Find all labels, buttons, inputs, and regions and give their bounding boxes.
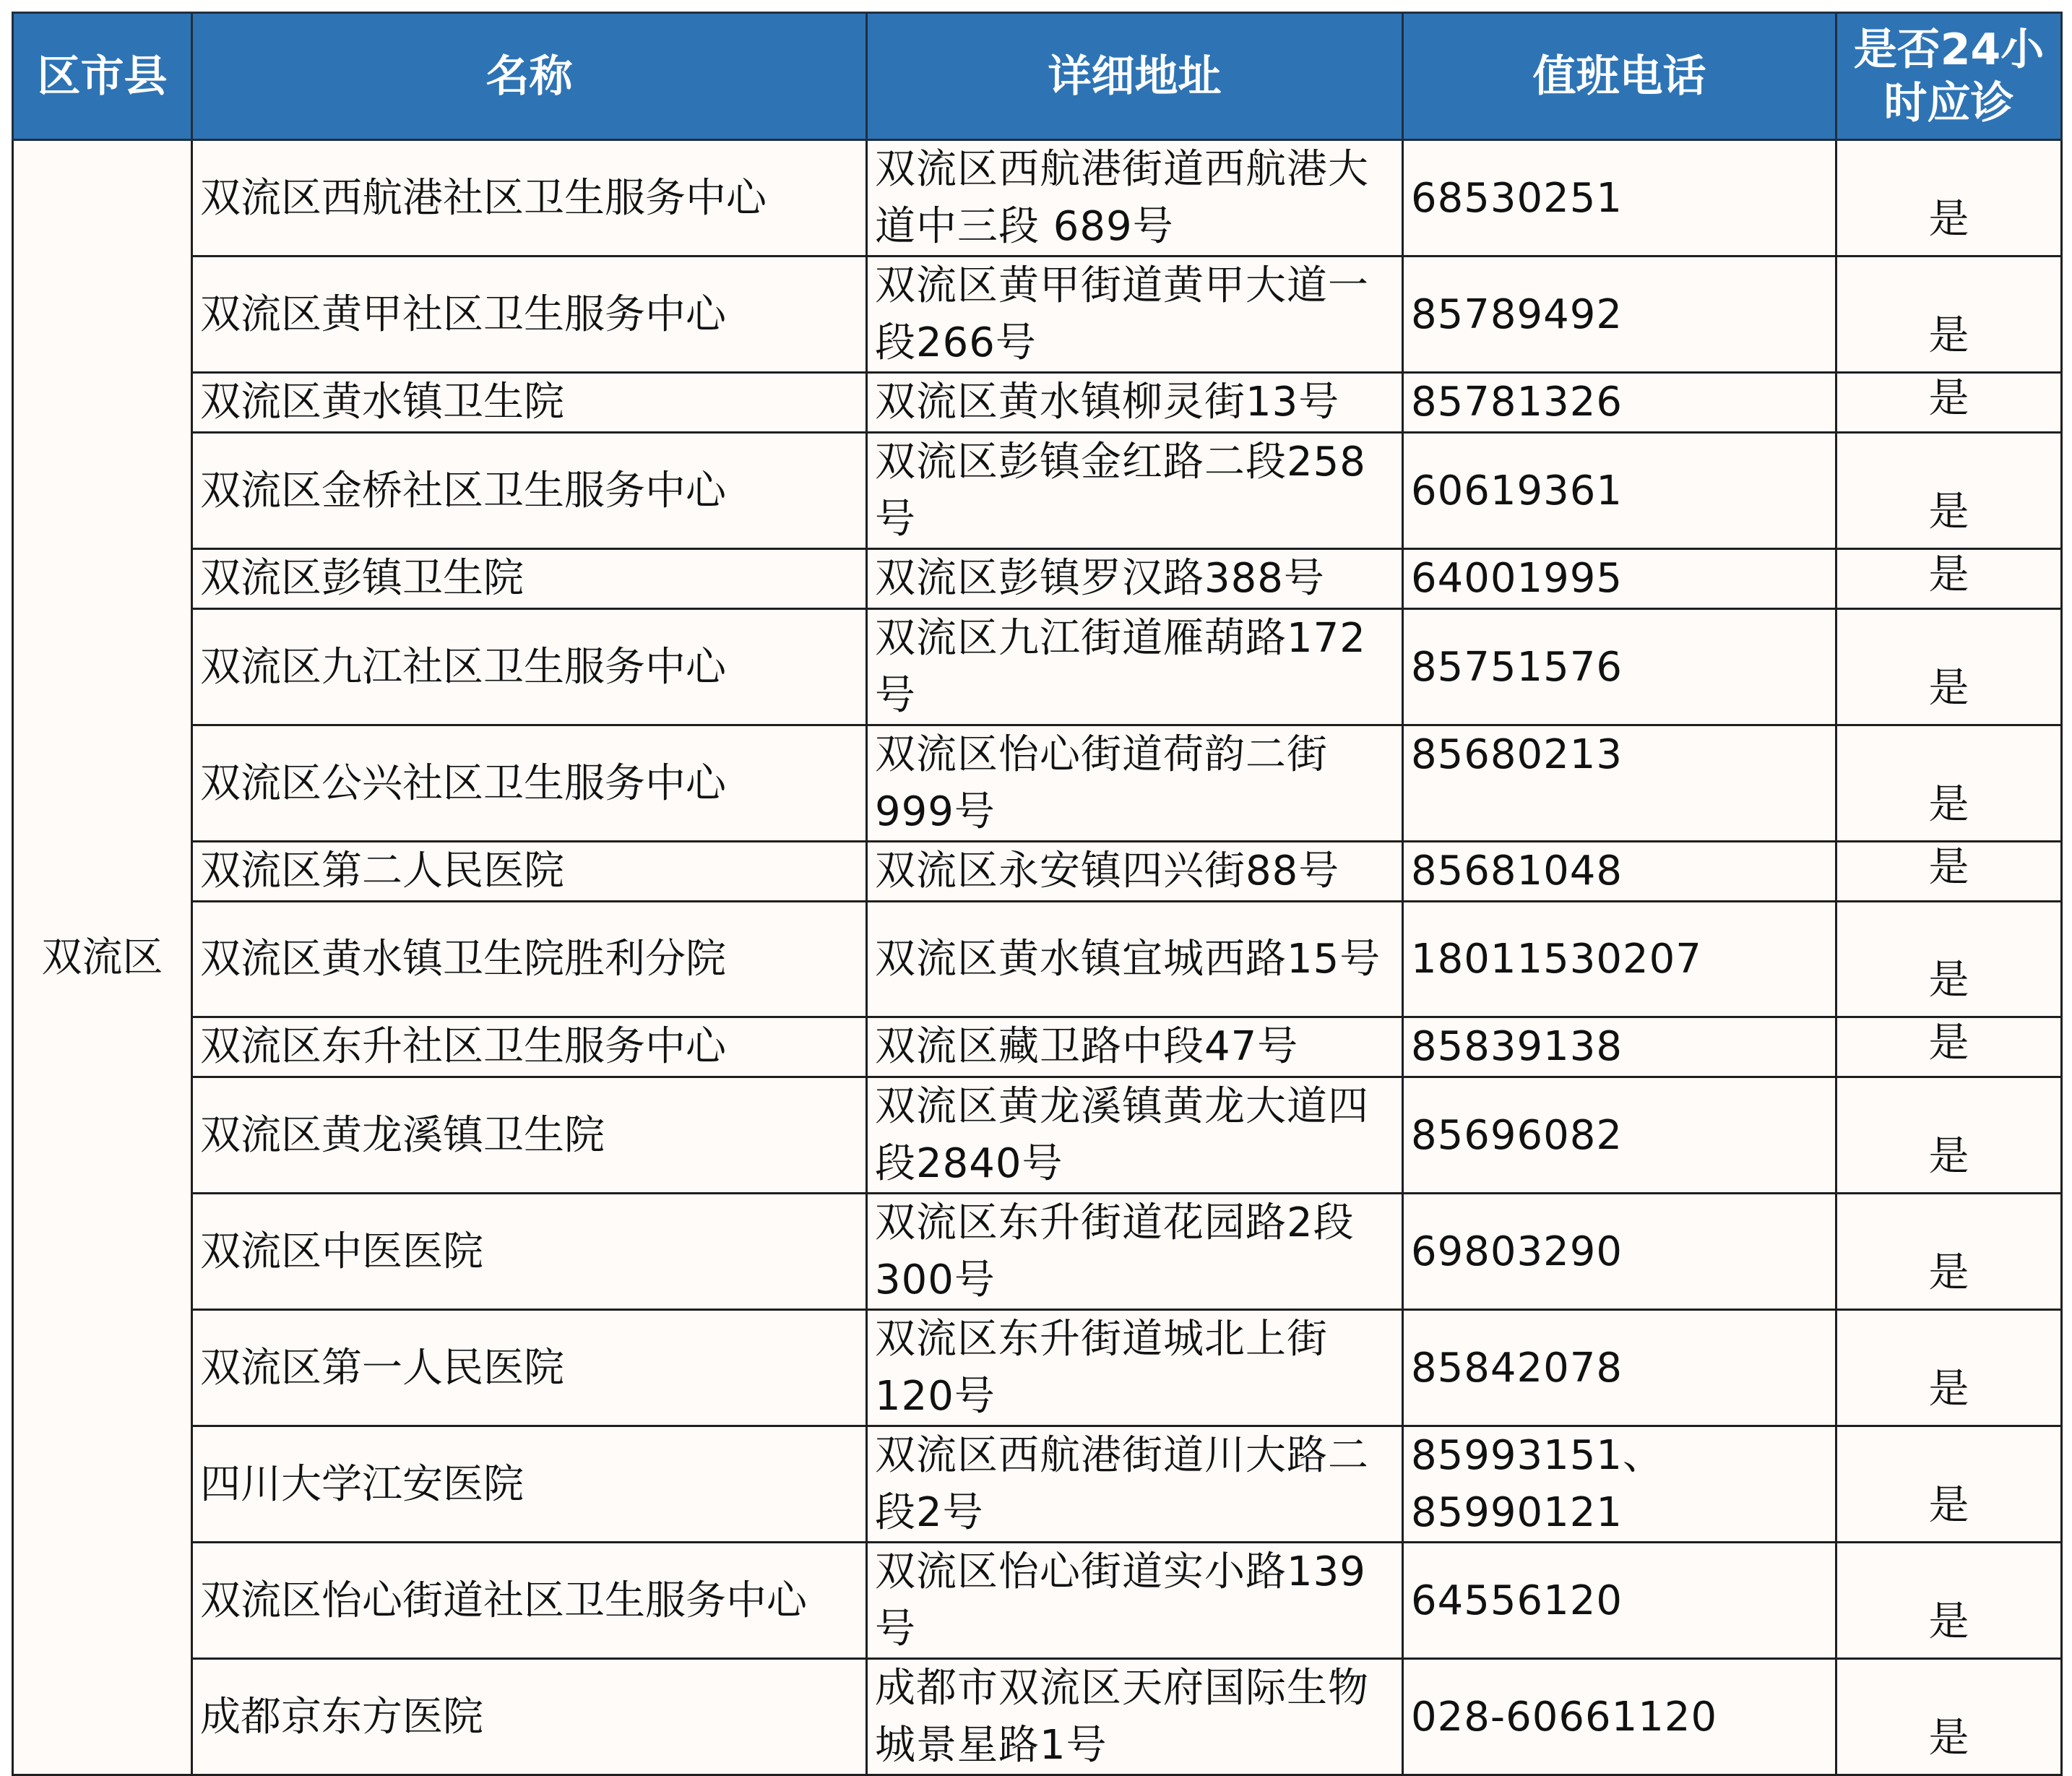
phone-cell: 85781326 [1403, 373, 1836, 433]
address-cell: 双流区东升街道城北上街120号 [867, 1310, 1403, 1426]
address-cell: 双流区怡心街道荷韵二街999号 [867, 725, 1403, 842]
address-cell: 双流区东升街道花园路2段300号 [867, 1194, 1403, 1310]
phone-cell: 85751576 [1403, 609, 1836, 725]
table-row [13, 902, 2062, 1017]
facility-name-cell: 双流区中医医院 [192, 1194, 867, 1310]
h24-cell: 是 [1836, 1077, 2062, 1194]
facility-name-cell: 双流区彭镇卫生院 [192, 549, 867, 609]
h24-cell: 是 [1836, 1310, 2062, 1426]
table-row [13, 373, 2062, 433]
facility-name-cell: 双流区金桥社区卫生服务中心 [192, 433, 867, 549]
facility-name-cell: 双流区西航港社区卫生服务中心 [192, 140, 867, 257]
address-cell: 双流区怡心街道实小路139号 [867, 1543, 1403, 1659]
h24-cell: 是 [1836, 433, 2062, 549]
table-row [13, 549, 2062, 609]
address-cell: 双流区九江街道雁葫路172号 [867, 609, 1403, 725]
phone-cell: 69803290 [1403, 1194, 1836, 1310]
h24-cell: 是 [1836, 1017, 2062, 1077]
h24-cell: 是 [1836, 609, 2062, 725]
phone-cell: 85842078 [1403, 1310, 1836, 1426]
address-cell: 双流区黄甲街道黄甲大道一段266号 [867, 257, 1403, 373]
header-24h: 是否24小时应诊 [1836, 13, 2062, 140]
h24-cell: 是 [1836, 842, 2062, 902]
table-row [13, 1310, 2062, 1426]
facility-name-cell: 成都京东方医院 [192, 1659, 867, 1775]
header-address: 详细地址 [867, 13, 1403, 140]
table-row [13, 1194, 2062, 1310]
facility-name-cell: 双流区第二人民医院 [192, 842, 867, 902]
table-row [13, 1017, 2062, 1077]
phone-cell: 64556120 [1403, 1543, 1836, 1659]
address-cell: 双流区黄水镇宜城西路15号 [867, 902, 1403, 1017]
phone-cell: 85696082 [1403, 1077, 1836, 1194]
h24-cell: 是 [1836, 1426, 2062, 1543]
address-cell: 双流区西航港街道川大路二段2号 [867, 1426, 1403, 1543]
phone-cell: 60619361 [1403, 433, 1836, 549]
phone-cell: 85993151、85990121 [1403, 1426, 1836, 1543]
facility-name-cell: 双流区黄水镇卫生院胜利分院 [192, 902, 867, 1017]
table-row [13, 609, 2062, 725]
phone-cell: 64001995 [1403, 549, 1836, 609]
h24-cell: 是 [1836, 1194, 2062, 1310]
h24-cell: 是 [1836, 257, 2062, 373]
facility-name-cell: 双流区第一人民医院 [192, 1310, 867, 1426]
address-cell: 双流区黄龙溪镇黄龙大道四段2840号 [867, 1077, 1403, 1194]
header-row [13, 13, 2062, 140]
address-cell: 双流区永安镇四兴街88号 [867, 842, 1403, 902]
phone-cell: 028-60661120 [1403, 1659, 1836, 1775]
header-district: 区市县 [13, 13, 192, 140]
header-phone: 值班电话 [1403, 13, 1836, 140]
h24-cell: 是 [1836, 140, 2062, 257]
address-cell: 双流区彭镇金红路二段258号 [867, 433, 1403, 549]
h24-cell: 是 [1836, 373, 2062, 433]
h24-cell: 是 [1836, 549, 2062, 609]
address-cell: 双流区西航港街道西航港大道中三段 689号 [867, 140, 1403, 257]
h24-cell: 是 [1836, 725, 2062, 842]
facility-name-cell: 双流区黄水镇卫生院 [192, 373, 867, 433]
phone-cell: 18011530207 [1403, 902, 1836, 1017]
address-cell: 双流区黄水镇柳灵街13号 [867, 373, 1403, 433]
table-row [13, 1077, 2062, 1194]
table-row [13, 140, 2062, 257]
district-cell: 双流区 [13, 140, 192, 1775]
facility-name-cell: 双流区公兴社区卫生服务中心 [192, 725, 867, 842]
facility-name-cell: 双流区东升社区卫生服务中心 [192, 1017, 867, 1077]
phone-cell: 68530251 [1403, 140, 1836, 257]
header-name: 名称 [192, 13, 867, 140]
h24-cell: 是 [1836, 1543, 2062, 1659]
table-row [13, 1659, 2062, 1775]
facility-name-cell: 双流区怡心街道社区卫生服务中心 [192, 1543, 867, 1659]
table-body [13, 140, 2062, 1775]
address-cell: 双流区彭镇罗汉路388号 [867, 549, 1403, 609]
clinic-table [12, 12, 2063, 1776]
table-row [13, 1426, 2062, 1543]
facility-name-cell: 双流区黄龙溪镇卫生院 [192, 1077, 867, 1194]
table-row [13, 433, 2062, 549]
facility-name-cell: 双流区九江社区卫生服务中心 [192, 609, 867, 725]
table-row [13, 257, 2062, 373]
address-cell: 成都市双流区天府国际生物城景星路1号 [867, 1659, 1403, 1775]
phone-cell: 85789492 [1403, 257, 1836, 373]
address-cell: 双流区藏卫路中段47号 [867, 1017, 1403, 1077]
phone-cell: 85681048 [1403, 842, 1836, 902]
facility-name-cell: 四川大学江安医院 [192, 1426, 867, 1543]
table-row [13, 842, 2062, 902]
phone-cell: 85680213 [1403, 725, 1836, 842]
facility-name-cell: 双流区黄甲社区卫生服务中心 [192, 257, 867, 373]
h24-cell: 是 [1836, 1659, 2062, 1775]
table-row [13, 725, 2062, 842]
h24-cell: 是 [1836, 902, 2062, 1017]
table-row [13, 1543, 2062, 1659]
phone-cell: 85839138 [1403, 1017, 1836, 1077]
